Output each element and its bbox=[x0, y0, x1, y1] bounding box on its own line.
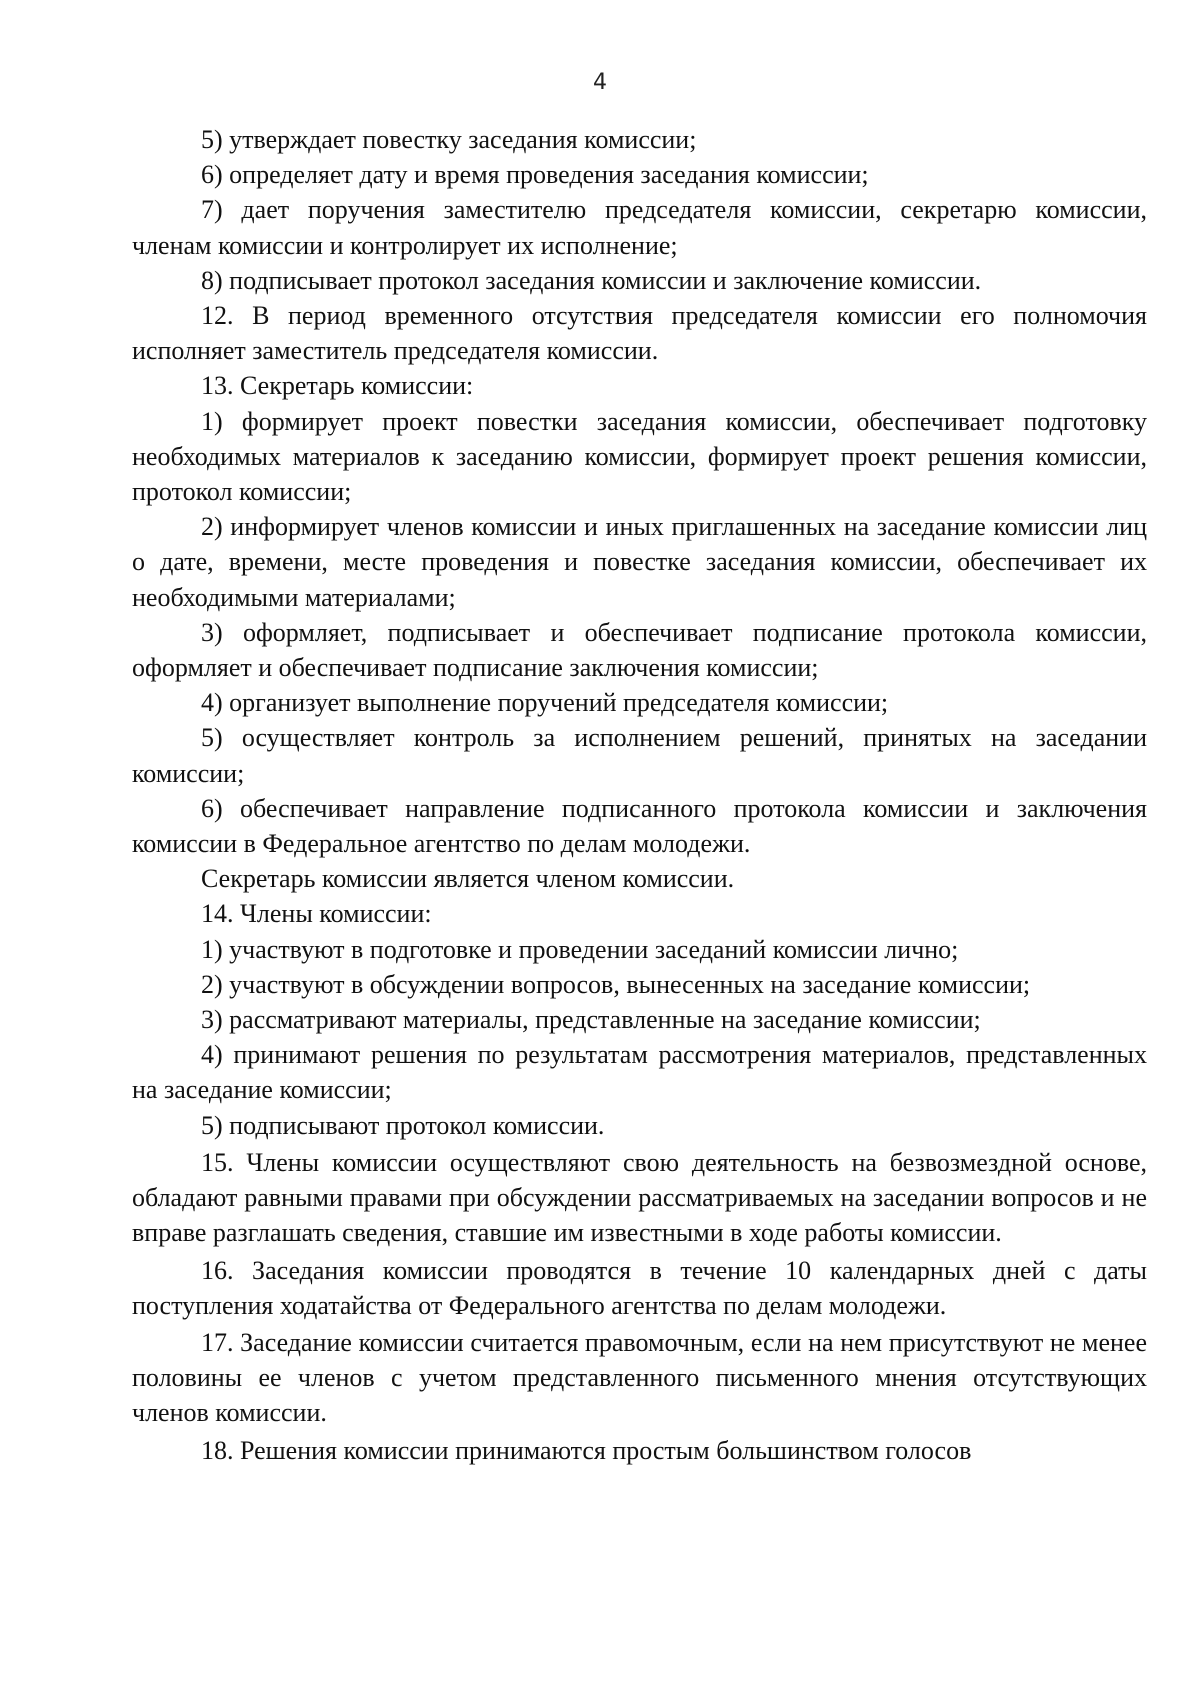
paragraph-16: 16. Заседания комиссии проводятся в течение 10 календарных дней с даты поступления ходатайства от Федерального агентства по делам молодежи. bbox=[132, 1255, 1147, 1320]
page-number: 4 bbox=[593, 70, 607, 95]
paragraph-12: 12. В период временного отсутствия председателя комиссии его полномочия исполняет заместитель председателя комиссии. bbox=[132, 301, 1147, 366]
paragraph-17: 17. Заседание комиссии считается правомочным, если на нем присутствуют не менее половины ее членов с учетом представленного письменного мнения отсутствующих членов комиссии. bbox=[132, 1327, 1147, 1428]
paragraph-secretary-item-5: 5) осуществляет контроль за исполнением решений, принятых на заседании комиссии; bbox=[132, 723, 1147, 788]
paragraph-members-item-5: 5) подписывают протокол комиссии. bbox=[201, 1110, 605, 1140]
paragraph-15: 15. Члены комиссии осуществляют свою деятельность на безвозмездной основе, обладают равными правами при обсуждении рассматриваемых на заседании вопросов и не вправе разглашать сведения, ставшие им известными в ходе работы комиссии. bbox=[132, 1147, 1147, 1248]
paragraph-members-item-4: 4) принимают решения по результатам рассмотрения материалов, представленных на заседание комиссии; bbox=[132, 1040, 1147, 1105]
paragraph-chairman-item-5: 5) утверждает повестку заседания комиссии; bbox=[201, 125, 697, 154]
paragraph-18: 18. Решения комиссии принимаются простым большинством голосов bbox=[201, 1435, 972, 1465]
paragraph-members-item-3: 3) рассматривают материалы, представленные на заседание комиссии; bbox=[201, 1005, 981, 1035]
paragraph-chairman-item-6: 6) определяет дату и время проведения заседания комиссии; bbox=[201, 160, 869, 190]
paragraph-secretary-item-4: 4) организует выполнение поручений председателя комиссии; bbox=[201, 688, 889, 718]
paragraph-members-item-2: 2) участвуют в обсуждении вопросов, вынесенных на заседание комиссии; bbox=[201, 969, 1031, 999]
paragraph-secretary-item-2: 2) информирует членов комиссии и иных приглашенных на заседание комиссии лиц о дате, времени, месте проведения и повестке заседания комиссии, обеспечивает их необходимыми материалами; bbox=[132, 512, 1147, 612]
paragraph-secretary-item-1: 1) формирует проект повестки заседания комиссии, обеспечивает подготовку необходимых материалов к заседанию комиссии, формирует проект решения комиссии, протокол комиссии; bbox=[132, 406, 1147, 507]
paragraph-members-item-1: 1) участвуют в подготовке и проведении заседаний комиссии лично; bbox=[201, 934, 959, 964]
paragraph-secretary-item-3: 3) оформляет, подписывает и обеспечивает подписание протокола комиссии, оформляет и обеспечивает подписание заключения комиссии; bbox=[132, 617, 1147, 683]
paragraph-13-heading: 13. Секретарь комиссии: bbox=[201, 371, 474, 401]
paragraph-chairman-item-8: 8) подписывает протокол заседания комиссии и заключение комиссии. bbox=[201, 265, 982, 295]
paragraph-chairman-item-7: 7) дает поручения заместителю председателя комиссии, секретарю комиссии, членам комиссии и контролирует их исполнение; bbox=[132, 195, 1147, 260]
document-body bbox=[132, 122, 1147, 1468]
paragraph-secretary-item-6: 6) обеспечивает направление подписанного протокола комиссии и заключения комиссии в Федеральное агентство по делам молодежи. bbox=[132, 793, 1147, 859]
paragraph-14-heading: 14. Члены комиссии: bbox=[201, 899, 432, 929]
paragraph-secretary-member-note: Секретарь комиссии является членом комиссии. bbox=[201, 864, 735, 894]
